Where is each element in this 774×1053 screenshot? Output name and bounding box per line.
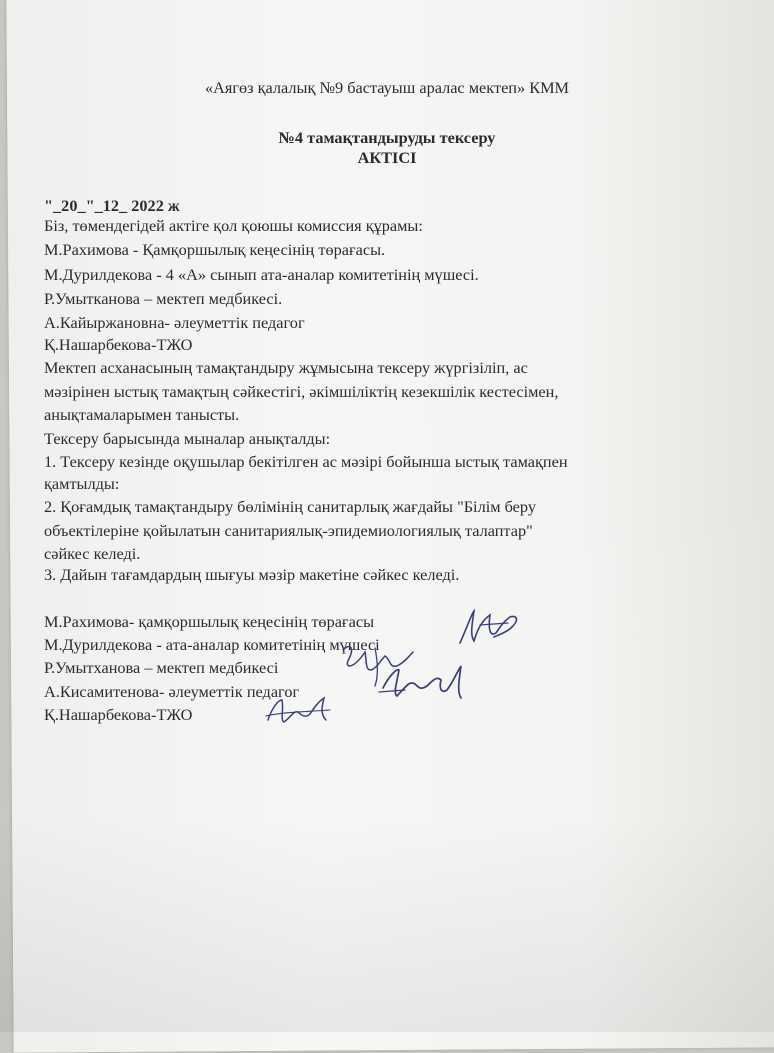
act-subtitle: АКТІСІ (357, 148, 417, 167)
member-line: Р.Умытканова – мектеп медбикесі. (44, 289, 283, 308)
finding-line: 3. Дайын тағамдардың шығуы мәзір макетіне сәйкес келеді. (44, 565, 460, 584)
finding-line: қамтылды: (44, 474, 120, 493)
signature-line: М.Рахимова- қамқоршылық кеңесінің төрағасы (44, 612, 375, 631)
signature-line: Қ.Нашарбекова-ТЖО (44, 705, 193, 724)
description-line: мәзірінен ыстық тамақтың сәйкестігі, әкімшіліктің кезекшілік кестесімен, (44, 382, 559, 401)
member-line: М.Рахимова - Қамқоршылық кеңесінің төрағасы. (44, 240, 386, 259)
member-line: Қ.Нашарбекова-ТЖО (44, 335, 193, 354)
finding-line: объектілеріне қойылатын санитариялық-эпидемиологиялық талаптар" (44, 521, 533, 540)
signature-line: Р.Умытханова – мектеп медбикесі (44, 658, 279, 677)
description-line: анықтамаларымен танысты. (44, 405, 240, 424)
school-name: «Аягөз қалалық №9 бастауыш аралас мектеп» КММ (204, 78, 570, 97)
signature-line: А.Кисамитенова- әлеуметтік педагог (44, 682, 300, 701)
signature-scribble-3 (375, 658, 470, 708)
member-line: А.Кайыржановна- әлеуметтік педагог (44, 313, 305, 332)
signature-scribble-1 (450, 605, 530, 650)
findings-intro: Тексеру барысында мыналар анықталды: (44, 429, 331, 448)
signature-scribble-4 (262, 690, 337, 732)
finding-line: 2. Қоғамдық тамақтандыру бөлімінің санитарлық жағдайы "Білім беру (44, 497, 536, 516)
member-line: М.Дурилдекова - 4 «А» сынып ата-аналар комитетінің мүшесі. (44, 265, 479, 284)
act-date: "_20_"_12_ 2022 ж (44, 196, 180, 215)
signature-line: М.Дурилдекова - ата-аналар комитетінің мүшесі (44, 635, 380, 654)
finding-line: сәйкес келеді. (44, 544, 141, 563)
act-title: №4 тамақтандыруды тексеру (278, 128, 496, 147)
description-line: Мектеп асханасының тамақтандыру жұмысына тексеру жүргізіліп, ас (44, 358, 528, 377)
finding-line: 1. Тексеру кезінде оқушылар бекітілген ас мәзірі бойынша ыстық тамақпен (44, 452, 568, 471)
commission-intro: Біз, төмендегідей актіге қол қоюшы комиссия құрамы: (44, 216, 423, 235)
